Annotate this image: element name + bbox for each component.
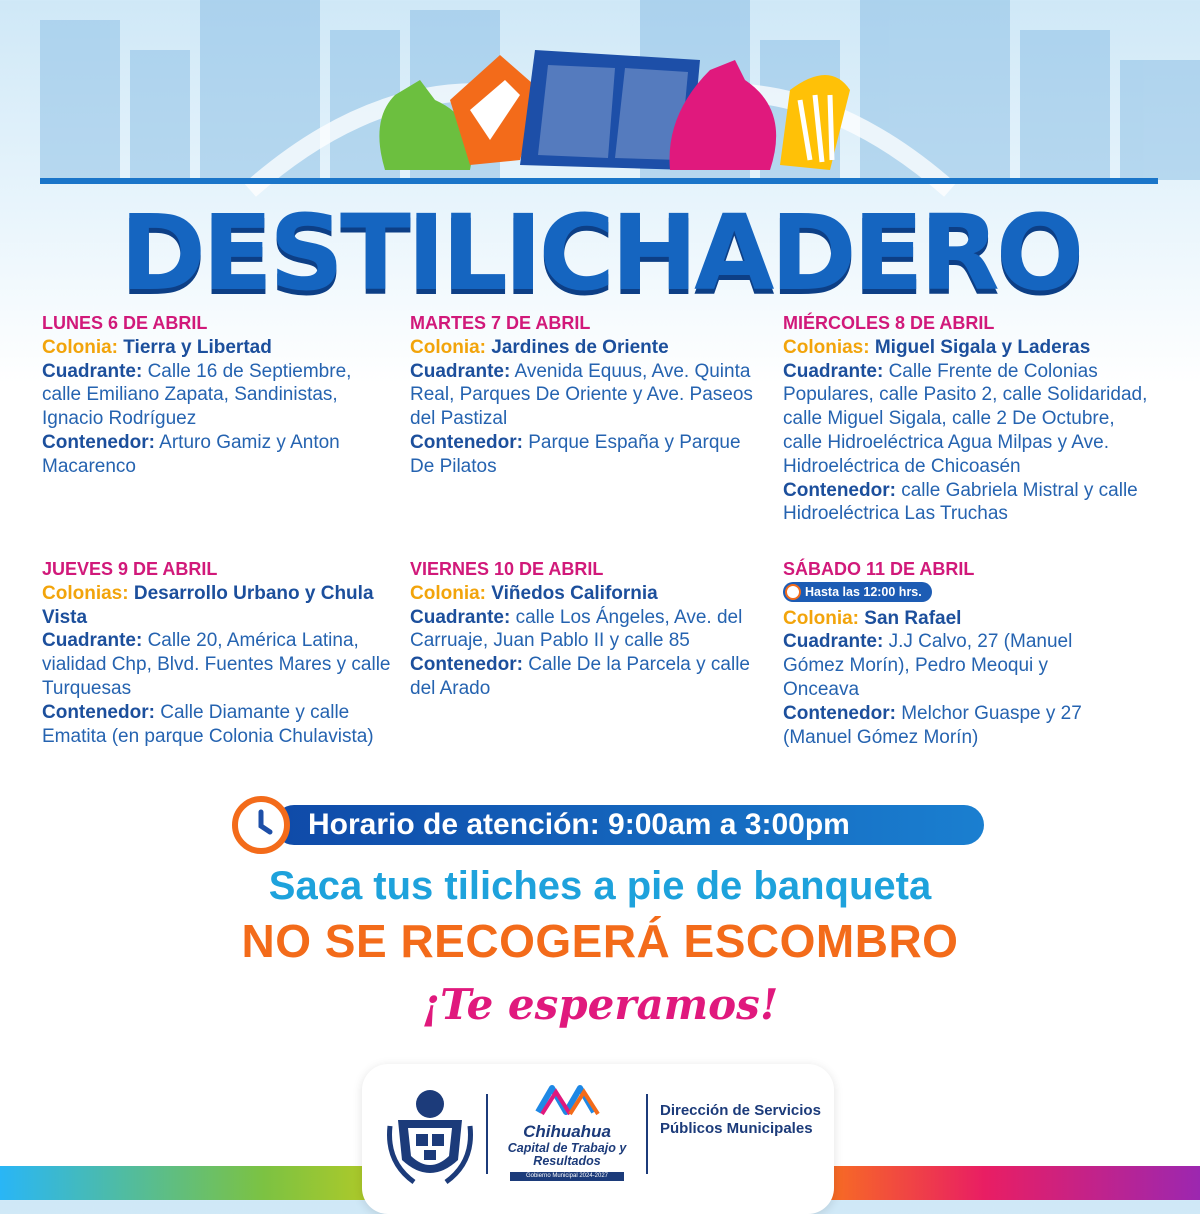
colonia-value: Miguel Sigala y Laderas xyxy=(874,336,1091,358)
day-block-viernes xyxy=(410,558,760,701)
colonia-label: Colonia: xyxy=(410,336,486,358)
contenedor-label: Contenedor: xyxy=(410,654,523,676)
title-rule xyxy=(40,178,1158,184)
cuadrante-value: Calle 16 de Septiembre, calle Emiliano Zapata, Sandinistas, Ignacio Rodríguez xyxy=(42,360,352,430)
colonia-value: Tierra y Libertad xyxy=(123,336,272,358)
cuadrante-value: Avenida Equus, Ave. Quinta Real, Parques De Oriente y Ave. Paseos del Pastizal xyxy=(410,360,753,430)
colonia-value: San Rafael xyxy=(864,607,962,629)
day-block-lunes xyxy=(42,312,392,479)
contenedor-value: Calle Diamante y calle Ematita (en parque Colonia Chulavista) xyxy=(42,701,374,747)
colonia-label: Colonia: xyxy=(42,336,118,358)
day-date: LUNES 6 DE ABRIL xyxy=(42,313,208,333)
day-date: JUEVES 9 DE ABRIL xyxy=(42,559,218,579)
colonia-label: Colonia: xyxy=(410,582,486,604)
colonia-value: Viñedos California xyxy=(491,582,658,604)
footer-logos xyxy=(362,1064,834,1214)
hours-note xyxy=(783,582,932,602)
contenedor-value: Parque España y Parque De Pilatos xyxy=(410,431,741,477)
page-title: DESTILICHADERO xyxy=(119,192,1081,314)
contenedor-label: Contenedor: xyxy=(42,701,155,723)
cuadrante-value: Calle 20, América Latina, vialidad Chp, Blvd. Fuentes Mares y calle Turquesas xyxy=(42,630,391,699)
footer-divider xyxy=(646,1094,648,1174)
contenedor-label: Contenedor: xyxy=(783,479,896,501)
day-block-miercoles xyxy=(783,312,1158,526)
cuadrante-label: Cuadrante: xyxy=(42,360,143,382)
day-date: MIÉRCOLES 8 DE ABRIL xyxy=(783,313,995,333)
cuadrante-value: calle Los Ángeles, Ave. del Carruaje, Juan Pablo II y calle 85 xyxy=(410,606,743,652)
city-name: Chihuahua xyxy=(523,1122,611,1141)
cuadrante-label: Cuadrante: xyxy=(410,360,511,382)
contenedor-value: calle Gabriela Mistral y calle Hidroeléctrica Las Truchas xyxy=(783,479,1138,525)
contenedor-value: Melchor Guaspe y 27 (Manuel Gómez Morín) xyxy=(783,702,1082,748)
cuadrante-label: Cuadrante: xyxy=(42,630,143,652)
day-date: MARTES 7 DE ABRIL xyxy=(410,313,591,333)
hours-note-text: Hasta las 12:00 hrs. xyxy=(805,584,922,599)
colonia-value: Desarrollo Urbano y Chula Vista xyxy=(42,582,374,628)
closing: ¡Te esperamos! xyxy=(421,980,779,1029)
clock-icon xyxy=(785,584,801,600)
colonia-label: Colonias: xyxy=(783,336,870,358)
day-date: VIERNES 10 DE ABRIL xyxy=(410,559,604,579)
city-tagline: Capital de Trabajo y Resultados xyxy=(507,1141,627,1168)
horario-text: Horario de atención: 9:00am a 3:00pm xyxy=(274,805,984,845)
colonia-label: Colonia: xyxy=(783,607,859,629)
contenedor-label: Contenedor: xyxy=(42,431,155,453)
cuadrante-value: J.J Calvo, 27 (Manuel Gómez Morín), Pedro Meoqui y Onceava xyxy=(783,631,1073,700)
clock-icon xyxy=(232,796,290,854)
cuadrante-label: Cuadrante: xyxy=(410,606,511,628)
contenedor-value: Calle De la Parcela y calle del Arado xyxy=(410,654,750,699)
contenedor-label: Contenedor: xyxy=(783,702,896,724)
footer-divider xyxy=(486,1094,488,1174)
department-name: Dirección de Servicios Públicos Municipales xyxy=(660,1102,821,1137)
coat-of-arms-logo xyxy=(384,1082,476,1192)
tagline: Saca tus tiliches a pie de banqueta xyxy=(268,864,932,908)
cuadrante-label: Cuadrante: xyxy=(783,360,884,382)
skyline-illustration xyxy=(0,0,1200,200)
warning: NO SE RECOGERÁ ESCOMBRO xyxy=(241,915,959,967)
cuadrante-label: Cuadrante: xyxy=(783,631,884,653)
colonia-label: Colonias: xyxy=(42,582,129,604)
day-block-jueves xyxy=(42,558,392,748)
day-block-sabado xyxy=(783,558,1123,749)
horario-banner xyxy=(232,800,984,850)
city-band: Gobierno Municipal 2024-2027 xyxy=(510,1172,624,1181)
colonia-value: Jardines de Oriente xyxy=(491,336,669,358)
contenedor-value: Arturo Gamiz y Anton Macarenco xyxy=(42,431,340,477)
day-block-martes xyxy=(410,312,760,479)
contenedor-label: Contenedor: xyxy=(410,431,523,453)
cuadrante-value: Calle Frente de Colonias Populares, calle Pasito 2, calle Solidaridad, calle Miguel Sigala, calle 2 De Octubre, calle Hidroeléctrica Agua Milpas y Ave. Hidroeléctrica de Chicoasén xyxy=(783,360,1148,477)
chihuahua-logo xyxy=(534,1080,604,1118)
day-date: SÁBADO 11 DE ABRIL xyxy=(783,559,975,579)
